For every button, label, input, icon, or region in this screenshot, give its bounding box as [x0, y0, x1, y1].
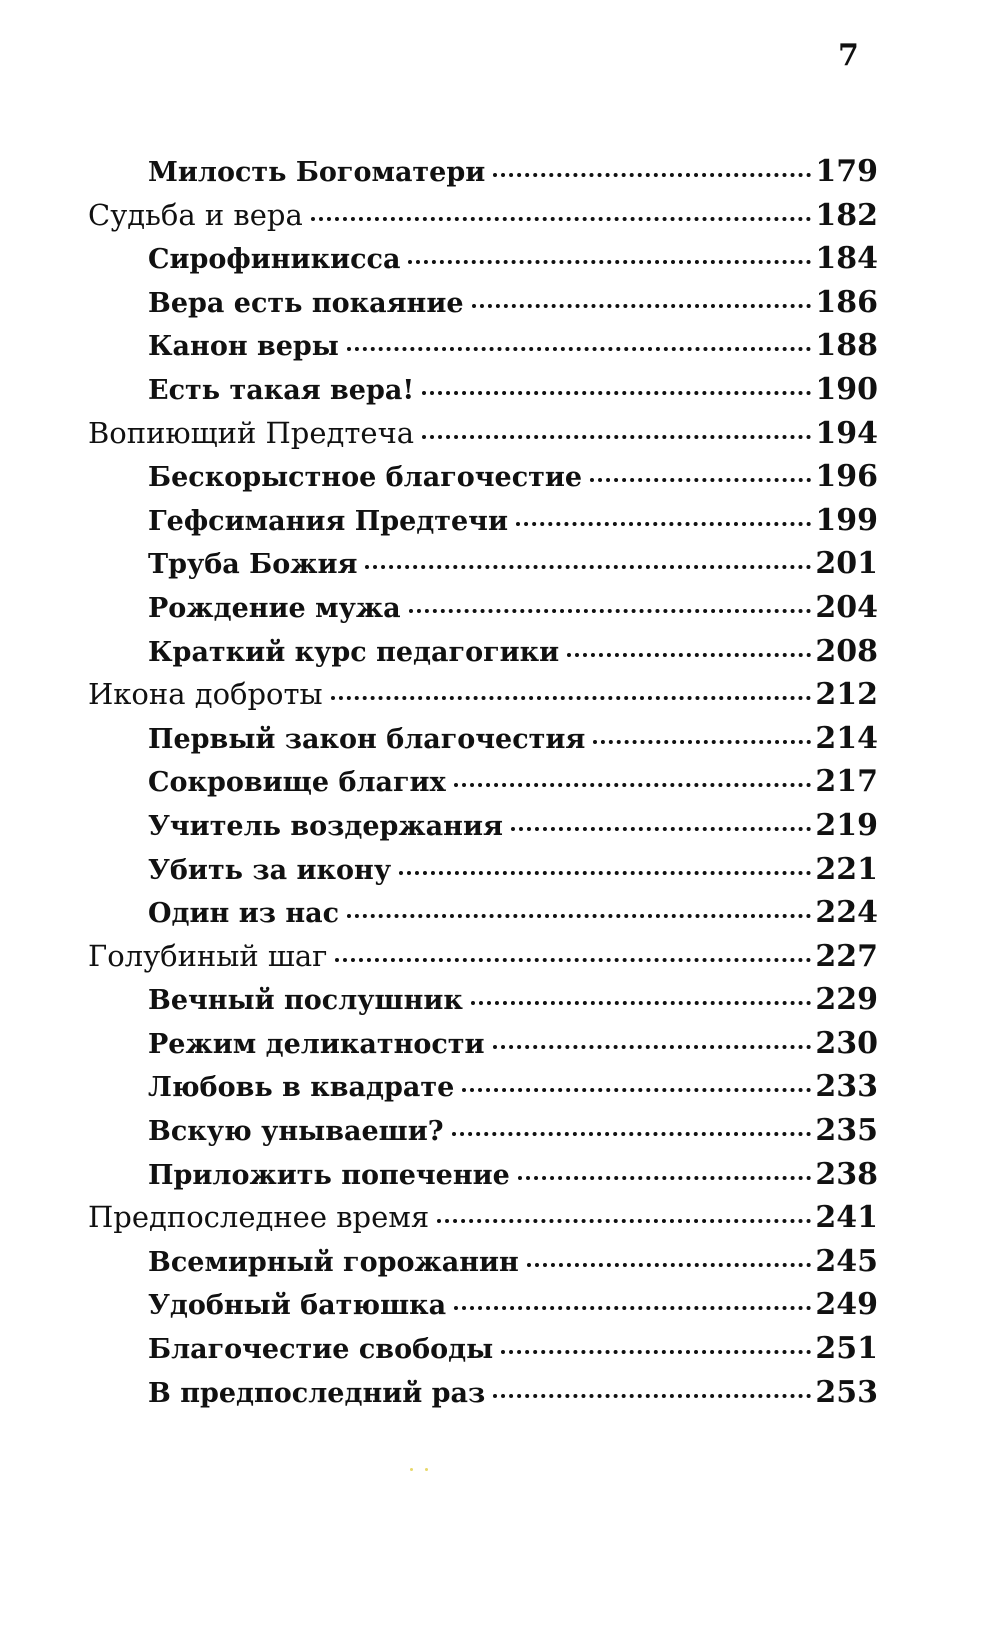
toc-entry-title: Учитель воздержания — [148, 810, 503, 842]
toc-entry-title: Убить за икону — [148, 854, 392, 886]
toc-dot-leader — [493, 173, 811, 177]
page-number: 7 — [838, 38, 859, 73]
toc-entry-page-number: 186 — [815, 284, 878, 320]
toc-section-entry — [88, 673, 878, 717]
toc-subsection-entry — [88, 1109, 878, 1153]
toc-entry-page-number: 235 — [815, 1113, 878, 1149]
toc-entry-title: Приложить попечение — [148, 1159, 510, 1191]
toc-entry-page-number: 230 — [815, 1025, 878, 1061]
toc-subsection-entry — [88, 150, 878, 194]
toc-entry-page-number: 251 — [815, 1331, 878, 1367]
toc-entry-title: Вера есть покаяние — [148, 287, 464, 319]
toc-dot-leader — [452, 1132, 812, 1136]
toc-subsection-entry — [88, 848, 878, 892]
toc-entry-page-number: 224 — [815, 895, 878, 931]
toc-entry-page-number: 182 — [815, 197, 878, 233]
toc-entry-title: Удобный батюшка — [148, 1290, 447, 1322]
toc-dot-leader — [590, 478, 811, 482]
toc-dot-leader — [516, 522, 811, 526]
toc-dot-leader — [511, 827, 811, 831]
toc-dot-leader — [365, 565, 811, 569]
toc-dot-leader — [335, 958, 811, 962]
toc-entry-title: Сирофиникисса — [148, 244, 401, 276]
toc-entry-page-number: 217 — [815, 764, 878, 800]
toc-subsection-entry — [88, 978, 878, 1022]
toc-entry-page-number: 229 — [815, 982, 878, 1018]
toc-dot-leader — [422, 391, 811, 395]
toc-entry-title: Рождение мужа — [148, 592, 401, 624]
toc-entry-page-number: 227 — [815, 938, 878, 974]
toc-entry-page-number: 219 — [815, 807, 878, 843]
toc-subsection-entry — [88, 1153, 878, 1197]
toc-dot-leader — [501, 1350, 811, 1354]
toc-entry-page-number: 201 — [815, 546, 878, 582]
toc-entry-title: Милость Богоматери — [148, 157, 486, 188]
toc-subsection-entry — [88, 324, 878, 368]
toc-entry-page-number: 199 — [815, 502, 878, 538]
toc-dot-leader — [347, 914, 811, 918]
toc-subsection-entry — [88, 237, 878, 281]
toc-entry-title: Первый закон благочестия — [148, 723, 586, 755]
toc-subsection-entry — [88, 1065, 878, 1109]
toc-subsection-entry — [88, 1240, 878, 1284]
toc-dot-leader — [409, 609, 812, 613]
toc-dot-leader — [422, 435, 811, 439]
toc-entry-page-number: 188 — [815, 328, 878, 364]
toc-dot-leader — [408, 260, 811, 264]
toc-dot-leader — [331, 696, 812, 700]
toc-entry-title: Гефсимания Предтечи — [148, 505, 508, 537]
toc-entry-title: Бескорыстное благочестие — [148, 462, 583, 494]
toc-subsection-entry — [88, 1283, 878, 1327]
toc-entry-page-number: 233 — [815, 1069, 878, 1105]
toc-entry-title: Голубиный шаг — [88, 938, 328, 973]
toc-subsection-entry — [88, 1327, 878, 1371]
toc-entry-title: Вскую унываеши? — [148, 1116, 444, 1148]
toc-subsection-entry — [88, 586, 878, 630]
toc-entry-page-number: 194 — [815, 415, 878, 451]
toc-dot-leader — [518, 1176, 812, 1180]
toc-dot-leader — [567, 653, 811, 657]
toc-subsection-entry — [88, 368, 878, 412]
toc-entry-page-number: 253 — [815, 1374, 878, 1410]
toc-entry-title: Благочестие свободы — [148, 1334, 494, 1366]
toc-entry-title: Судьба и вера — [88, 197, 303, 232]
toc-entry-page-number: 212 — [815, 677, 878, 713]
toc-entry-page-number: 184 — [815, 241, 878, 277]
toc-entry-title: Один из нас — [148, 898, 340, 930]
toc-entry-title: Труба Божия — [148, 549, 358, 581]
toc-dot-leader — [471, 1001, 812, 1005]
toc-entry-title: Икона доброты — [88, 677, 323, 712]
toc-entry-title: Всемирный горожанин — [148, 1246, 519, 1278]
toc-entry-title: Сокровище благих — [148, 767, 446, 799]
toc-entry-title: Краткий курс педагогики — [148, 636, 560, 668]
toc-dot-leader — [593, 740, 811, 744]
toc-entry-page-number: 221 — [815, 851, 878, 887]
toc-entry-page-number: 249 — [815, 1287, 878, 1323]
toc-section-entry — [88, 935, 878, 979]
toc-dot-leader — [493, 1045, 812, 1049]
paper-speck — [410, 1456, 450, 1460]
toc-subsection-entry — [88, 804, 878, 848]
toc-subsection-entry — [88, 891, 878, 935]
toc-subsection-entry — [88, 1371, 878, 1415]
toc-entry-title: Вечный послушник — [148, 985, 463, 1017]
toc-entry-title: В предпоследний раз — [148, 1377, 486, 1409]
toc-dot-leader — [493, 1394, 811, 1398]
toc-dot-leader — [454, 1306, 811, 1310]
toc-subsection-entry — [88, 630, 878, 674]
toc-entry-page-number: 214 — [815, 720, 878, 756]
toc-entry-title: Вопиющий Предтеча — [88, 415, 415, 450]
toc-subsection-entry — [88, 717, 878, 761]
toc-entry-page-number: 179 — [815, 154, 878, 189]
toc-dot-leader — [462, 1088, 811, 1092]
table-of-contents — [88, 150, 878, 1414]
toc-subsection-entry — [88, 760, 878, 804]
toc-subsection-entry — [88, 455, 878, 499]
toc-subsection-entry — [88, 542, 878, 586]
toc-entry-title: Любовь в квадрате — [148, 1072, 455, 1104]
toc-entry-title: Есть такая вера! — [148, 374, 415, 406]
toc-subsection-entry — [88, 499, 878, 543]
toc-entry-page-number: 190 — [815, 371, 878, 407]
toc-entry-page-number: 245 — [815, 1243, 878, 1279]
toc-section-entry — [88, 412, 878, 456]
toc-entry-page-number: 204 — [815, 589, 878, 625]
toc-entry-page-number: 238 — [815, 1156, 878, 1192]
toc-section-entry — [88, 1196, 878, 1240]
toc-dot-leader — [347, 347, 812, 351]
toc-dot-leader — [437, 1219, 811, 1223]
toc-entry-title: Режим деликатности — [148, 1028, 485, 1060]
toc-dot-leader — [472, 304, 812, 308]
toc-entry-title: Предпоследнее время — [88, 1200, 430, 1235]
toc-entry-title: Канон веры — [148, 331, 339, 363]
toc-dot-leader — [527, 1263, 812, 1267]
toc-entry-page-number: 196 — [815, 459, 878, 495]
toc-dot-leader — [399, 871, 811, 875]
toc-dot-leader — [311, 217, 812, 221]
toc-dot-leader — [454, 783, 812, 787]
toc-entry-page-number: 241 — [815, 1200, 878, 1236]
toc-subsection-entry — [88, 281, 878, 325]
toc-section-entry — [88, 194, 878, 238]
toc-entry-page-number: 208 — [815, 633, 878, 669]
toc-subsection-entry — [88, 1022, 878, 1066]
